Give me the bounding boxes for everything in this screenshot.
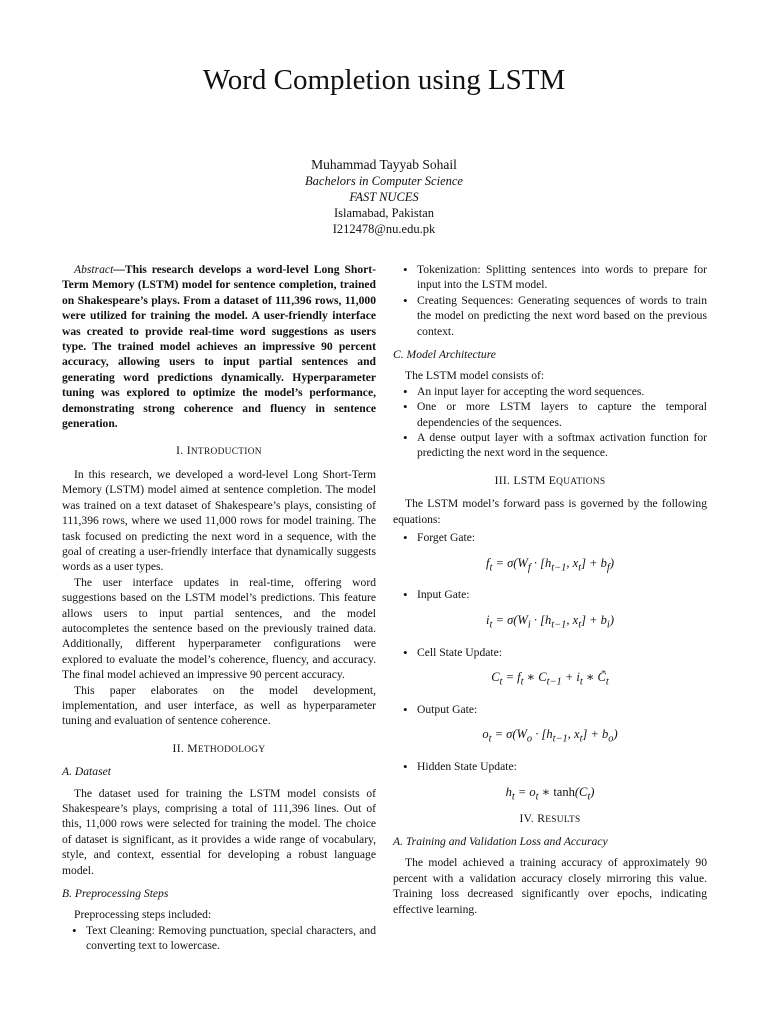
subsection-preprocessing-heading: B. Preprocessing Steps (62, 887, 169, 901)
gate-label: • Hidden State Update: (393, 759, 707, 774)
right-column (393, 262, 707, 917)
architecture-list (393, 384, 707, 461)
abstract-text: —This research develops a word-level Long Short-Term Memory (LSTM) model for sentence completion, trained on Shakespeare’s plays. From a dataset of 111,396 rows, 11,000 were utilized for training the model. A user-friendly interface was created to provide real-time word suggestions as users type. The trained model achieves an impressive 90 percent accuracy, allowing users to input partial sentences and generating word predictions dynamically. Hyperparameter tuning was explored to optimize the model’s performance, demonstrating strong coherence and fluency in sentence generation. (62, 263, 376, 431)
forget-gate-equation: $f_t = \sigma(W_f \cdot [h_{t-1}$, $x_t] + b_f$) (486, 555, 614, 573)
gate-list (393, 587, 707, 602)
list-item: • A dense output layer with a softmax activation function for predicting the next word in the sequence. (393, 430, 707, 461)
intro-paragraph-2: The user interface updates in real-time, offering word suggestions based on the LSTM model’s predictions. This feature allows users to input partial sentences, and the model autocompletes the sentence based on the previously trained data. Additionally, different hyperparameter configurations were explored to evaluate the model’s coherence, fluency, and accuracy. The final model achieved an impressive 90 percent accuracy. (62, 575, 376, 682)
author-institution: FAST NUCES (349, 190, 419, 204)
list-item: • Tokenization: Splitting sentences into words to prepare for input into the LSTM model. (393, 262, 707, 293)
author-location: Islamabad, Pakistan (334, 206, 434, 220)
paper-title: Word Completion using LSTM (202, 64, 566, 96)
input-gate-equation: $i_t = \sigma(W_i \cdot [h_{t-1}$, $x_t] + b_i$) (486, 612, 614, 631)
intro-paragraph-3: This paper elaborates on the model development, implementation, and user interface, as well as hyperparameter tuning and evaluation of sentence coherence. (62, 683, 376, 728)
section-methodology-heading: II. METHODOLOGY (172, 741, 266, 755)
list-item: • Text Cleaning: Removing punctuation, special characters, and converting text to lowercase. (62, 923, 376, 954)
section-equations-heading: III. LSTM EQUATIONS (494, 473, 606, 487)
preprocessing-list-continued (393, 262, 707, 339)
abstract (62, 262, 376, 431)
gate-label: • Input Gate: (393, 587, 707, 602)
subsection-dataset-heading: A. Dataset (62, 765, 111, 779)
preprocessing-list (62, 923, 376, 954)
author-email: I212478@nu.edu.pk (332, 222, 436, 236)
subsection-architecture-heading: C. Model Architecture (393, 348, 496, 362)
section-results-heading: IV. RESULTS (519, 811, 581, 825)
equations-intro: The LSTM model’s forward pass is governed by the following equations: (393, 497, 707, 526)
gate-label: • Forget Gate: (393, 530, 707, 545)
left-column (62, 262, 376, 954)
cell-state-equation: $C_t = f_t$ ∗ $C_{t-1} + i_t$ ∗ $C̃_t$ (491, 670, 609, 688)
gate-label: • Cell State Update: (393, 645, 707, 660)
list-item: • One or more LSTM layers to capture the temporal dependencies of the sequences. (393, 399, 707, 430)
section-introduction-heading: I. INTRODUCTION (176, 444, 262, 458)
gate-list (393, 645, 707, 660)
hidden-state-equation: $h_t = o_t$ ∗ $\tanh(C_t)$ (505, 784, 595, 803)
subsection-loss-accuracy-heading: A. Training and Validation Loss and Accuracy (393, 835, 608, 849)
author-name: Muhammad Tayyab Sohail (311, 157, 457, 172)
gate-list (393, 530, 707, 545)
output-gate-equation: $o_t = \sigma(W_o \cdot [h_{t-1}$, $x_t] + b_o$) (482, 727, 618, 745)
author-degree: Bachelors in Computer Science (305, 174, 463, 188)
gate-list (393, 759, 707, 774)
architecture-intro: The LSTM model consists of: (405, 369, 545, 383)
dataset-paragraph: The dataset used for training the LSTM model consists of Shakespeare’s plays, comprising a total of 111,396 lines. Out of this, 11,000 rows were selected for training the model. The choice of dataset is significant, as it provides a wide range of vocabulary, style, and context, essential for developing a robust language model. (62, 786, 376, 877)
intro-paragraph-1: In this research, we developed a word-level Long Short-Term Memory (LSTM) model aimed at sentence completion. The model was trained on a text dataset of Shakespeare’s plays, consisting of 111,396 rows, where we used 11,000 rows for model training. The task focused on predicting the next word in a sequence, with the goal of creating a user-friendly interface that dynamically suggests words as a user types. (62, 467, 376, 574)
preprocessing-intro: Preprocessing steps included: (74, 908, 212, 922)
gate-label: • Output Gate: (393, 702, 707, 717)
list-item: • An input layer for accepting the word sequences. (393, 384, 707, 399)
abstract-label: Abstract (74, 263, 114, 276)
results-paragraph: The model achieved a training accuracy of approximately 90 percent with a validation accuracy closely mirroring this value. Training loss decreased significantly over epochs, indicating effective learning. (393, 856, 707, 916)
gate-list (393, 702, 707, 717)
list-item: • Creating Sequences: Generating sequences of words to train the model on predicting the next word based on the previous context. (393, 293, 707, 339)
